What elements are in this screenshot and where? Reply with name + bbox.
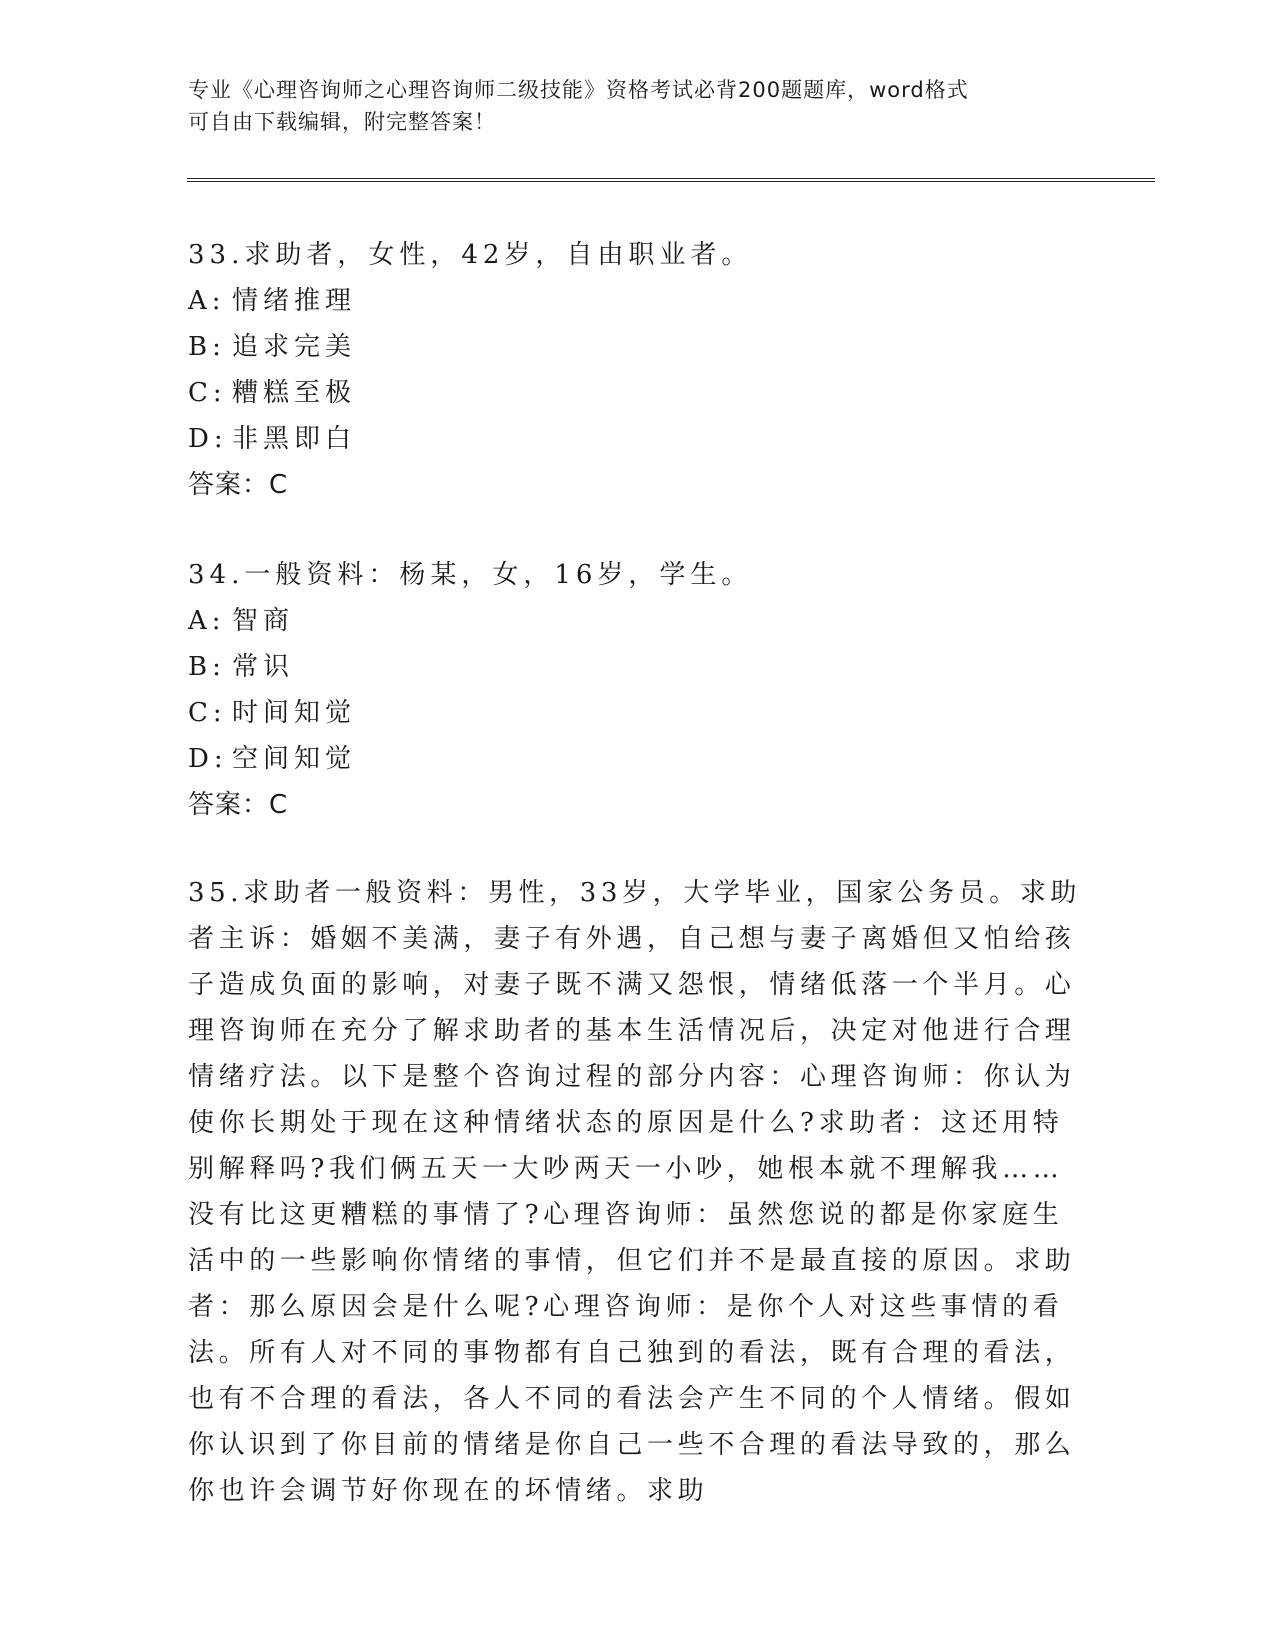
option-text: 非黑即白 <box>232 424 357 454</box>
option-key: C: <box>188 698 227 728</box>
option-key: B: <box>188 652 226 682</box>
option-key: A: <box>188 286 226 316</box>
question-33 <box>188 232 1088 508</box>
document-header <box>188 74 1088 138</box>
header-line-1: 专业《心理咨询师之心理咨询师二级技能》资格考试必背200题题库，word格式 <box>188 78 969 102</box>
question-34 <box>188 552 1088 828</box>
option-text: 糟糕至极 <box>232 378 357 408</box>
option-a <box>188 278 1088 324</box>
header-divider <box>187 178 1155 182</box>
option-b <box>188 644 1088 690</box>
option-key: D: <box>188 744 228 774</box>
option-c <box>188 690 1088 736</box>
option-key: A: <box>188 606 226 636</box>
option-key: C: <box>188 378 227 408</box>
option-text: 空间知觉 <box>232 744 357 774</box>
question-stem: 34.一般资料：杨某，女，16岁，学生。 <box>188 560 753 590</box>
option-b <box>188 324 1088 370</box>
option-d <box>188 736 1088 782</box>
option-text: 常识 <box>232 652 295 682</box>
option-text: 追求完美 <box>232 332 357 362</box>
option-text: 情绪推理 <box>232 286 357 316</box>
question-35 <box>188 870 1088 1514</box>
question-stem: 33.求助者，女性，42岁，自由职业者。 <box>188 240 753 270</box>
option-list <box>188 598 1088 782</box>
option-text: 时间知觉 <box>232 698 357 728</box>
option-list <box>188 278 1088 462</box>
option-a <box>188 598 1088 644</box>
question-stem: 35.求助者一般资料：男性，33岁，大学毕业，国家公务员。求助者主诉：婚姻不美满，妻子有外遇，自己想与妻子离婚但又怕给孩子造成负面的影响，对妻子既不满又怨恨，情绪低落一个半月。心理咨询师在充分了解求助者的基本生活情况后，决定对他进行合理情绪疗法。以下是整个咨询过程的部分内容：心理咨询师：你认为使你长期处于现在这种情绪状态的原因是什么?求助者：这还用特别解释吗?我们俩五天一大吵两天一小吵，她根本就不理解我……没有比这更糟糕的事情了?心理咨询师：虽然您说的都是你家庭生活中的一些影响你情绪的事情，但它们并不是最直接的原因。求助者：那么原因会是什么呢?心理咨询师：是你个人对这些事情的看法。所有人对不同的事物都有自己独到的看法，既有合理的看法，也有不合理的看法，各人不同的看法会产生不同的个人情绪。假如你认识到了你目前的情绪是你自己一些不合理的看法导致的，那么你也许会调节好你现在的坏情绪。求助 <box>188 878 1082 1506</box>
option-text: 智商 <box>232 606 295 636</box>
option-d <box>188 416 1088 462</box>
answer-line: 答案：C <box>188 790 289 820</box>
answer-line: 答案：C <box>188 470 289 500</box>
option-key: D: <box>188 424 228 454</box>
option-key: B: <box>188 332 226 362</box>
option-c <box>188 370 1088 416</box>
header-line-2: 可自由下载编辑，附完整答案！ <box>188 110 496 134</box>
